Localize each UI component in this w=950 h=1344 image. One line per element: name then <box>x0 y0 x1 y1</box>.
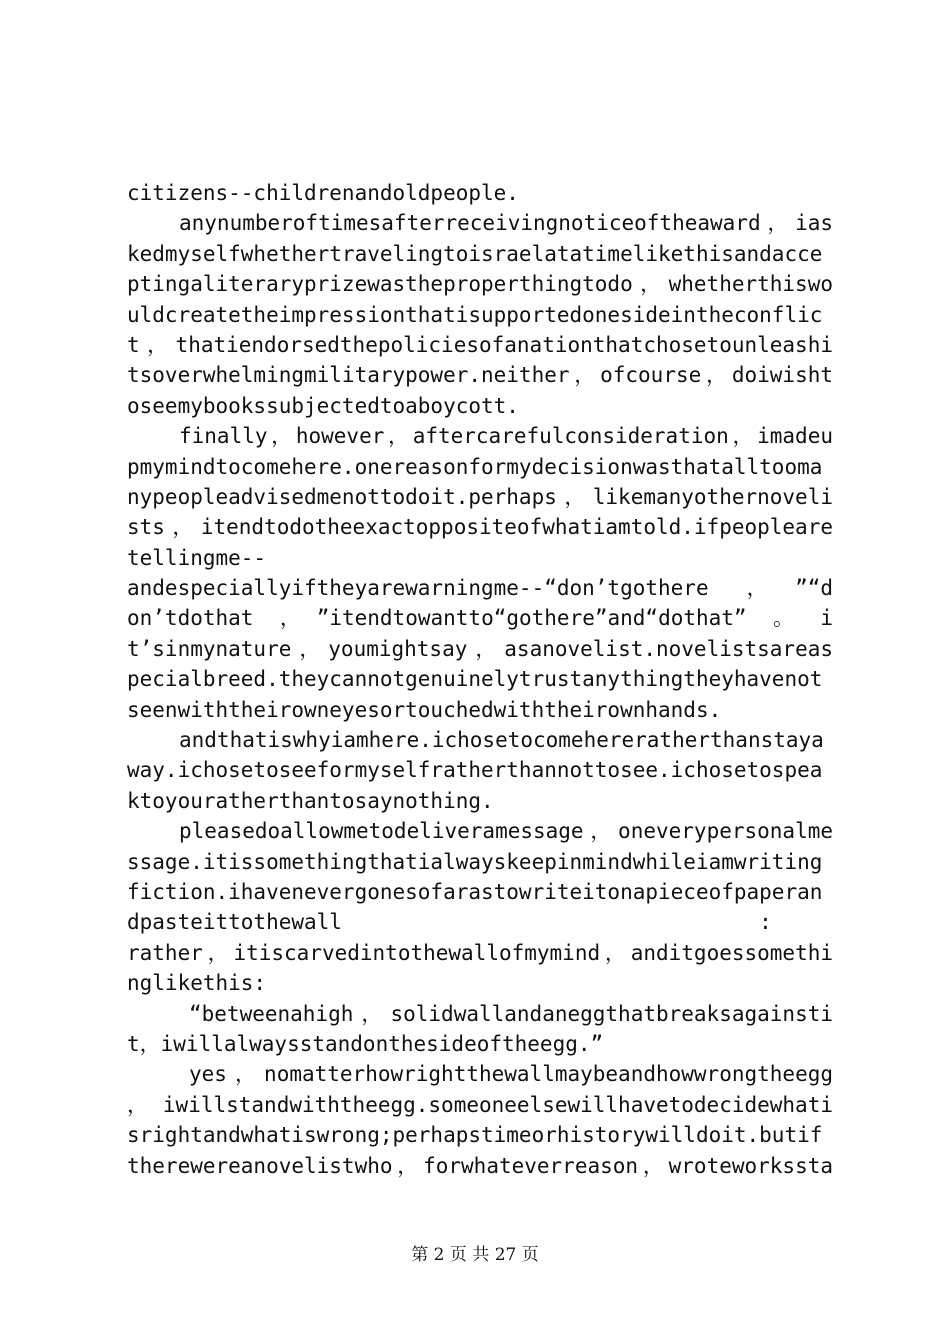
text-line: ktoyouratherthantosaynothing. <box>127 788 494 813</box>
text-line: kedmyselfwhethertravelingtoisraelatatimelikethisandacce <box>127 241 823 266</box>
text-line: finally，however，aftercarefulconsideration，imadeu <box>179 424 833 449</box>
text-line: ssage.itissomethingthatialwayskeepinmindwhileiamwriting <box>127 849 823 874</box>
text-line: tsoverwhelmingmilitarypower.neither，ofcourse，doiwisht <box>127 363 833 388</box>
text-line: nypeopleadvisedmenottodoit.perhaps，likemanyothernoveli <box>127 484 833 509</box>
text-line: yes，nomatterhowrightthewallmaybeandhowwrongtheegg <box>189 1062 833 1087</box>
text-line: pmymindtocomehere.onereasonformydecisionwasthatalltooma <box>127 454 823 479</box>
text-line: ptingaliteraryprizewastheproperthingtodo，whetherthiswo <box>127 272 833 297</box>
text-line: oseemybookssubjectedtoaboycott. <box>127 393 519 418</box>
text-line: on’tdothat，”itendtowantto“gothere”and“dothat”。i <box>127 606 833 631</box>
text-line: fiction.ihavenevergonesofarastowriteitonapieceofpaperan <box>127 879 823 904</box>
text-line: sts，itendtodotheexactoppositeofwhatiamtold.ifpeopleare <box>127 515 833 540</box>
text-line: tellingme-- <box>127 545 267 570</box>
text-line: dpasteittothewall : <box>127 910 772 935</box>
body-text <box>127 178 833 1181</box>
text-line: t，thatiendorsedthepoliciesofanationthatchosetounleashi <box>127 332 833 357</box>
text-line: uldcreatetheimpressionthatisupportedonesideintheconflic <box>127 302 823 327</box>
text-line: anynumberoftimesafterreceivingnoticeoftheaward，ias <box>179 211 833 236</box>
text-line: rather，itiscarvedintothewallofmymind，anditgoessomethi <box>127 940 833 965</box>
text-line: nglikethis: <box>127 971 267 996</box>
text-line: citizens--childrenandoldpeople. <box>127 181 519 205</box>
text-line: t’sinmynature，youmightsay，asanovelist.novelistsareas <box>127 636 833 661</box>
text-line: pecialbreed.theycannotgenuinelytrustanythingtheyhavenot <box>127 667 823 692</box>
page-number-footer: 第 2 页 共 27 页 <box>411 1245 539 1265</box>
text-line: seenwiththeirowneyesortouchedwiththeirownhands. <box>127 697 722 722</box>
text-line: “betweenahigh，solidwallandaneggthatbreaksagainsti <box>189 1001 833 1026</box>
text-line: srightandwhatiswrong;perhapstimeorhistorywilldoit.butif <box>127 1123 823 1148</box>
text-line: ，iwillstandwiththeegg.someoneelsewillhavetodecidewhati <box>127 1092 833 1117</box>
text-line: pleasedoallowmetodeliveramessage，oneverypersonalme <box>179 819 833 844</box>
text-line: andespeciallyiftheyarewarningme--“don’tgothere，”“d <box>127 576 833 601</box>
text-line: andthatiswhyiamhere.ichosetocomehereratherthanstaya <box>179 728 824 753</box>
text-line: therewereanovelistwho，forwhateverreason，wroteworkssta <box>127 1153 833 1178</box>
text-line: t，iwillalwaysstandonthesideoftheegg.” <box>127 1031 604 1056</box>
text-line: way.ichosetoseeformyselfratherthannottosee.ichosetospea <box>127 758 823 783</box>
